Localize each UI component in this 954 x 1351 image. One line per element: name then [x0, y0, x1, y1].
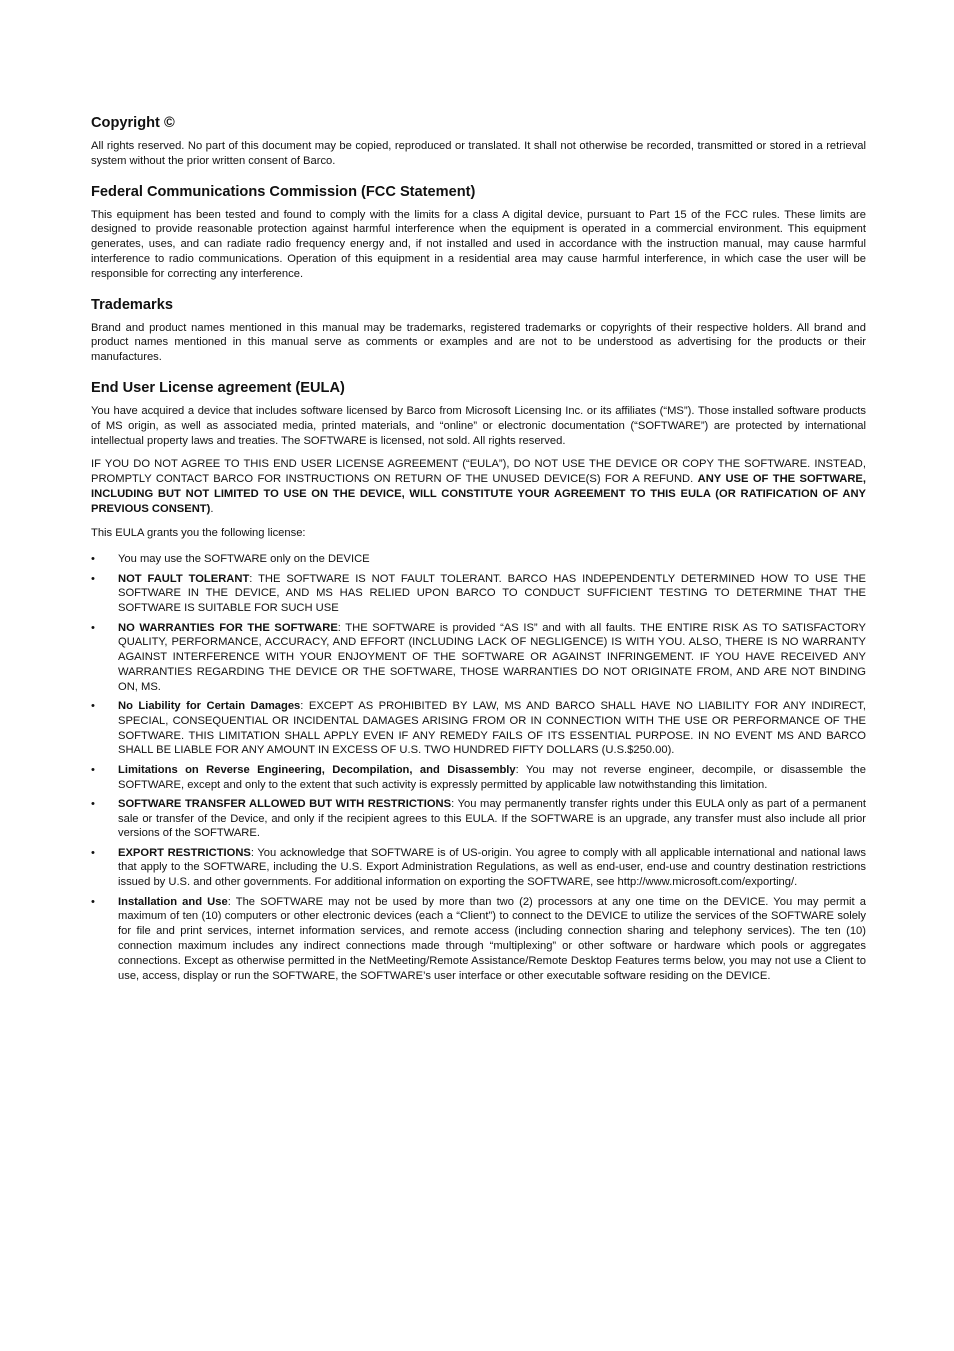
eula-heading: End User License agreement (EULA): [91, 379, 345, 396]
list-item-title: SOFTWARE TRANSFER ALLOWED BUT WITH RESTRICTIONS: [118, 797, 452, 810]
fcc-text: This equipment has been tested and found to comply with the limits for a class A digital device, pursuant to Part 15 of the FCC rules. These limits are designed to provide reasonable protection against harmful interference when the equipment is operated in a commercial environment. This equipment generates, uses, and can radiate radio frequency energy and, if not installed and used in accordance with the instruction manual, may cause harmful interference to radio communications. Operation of this equipment in a residential area may cause harmful interference, in which case the user will be responsible for correcting any interference.: [91, 208, 866, 280]
bullet-glyph: •: [91, 553, 95, 566]
list-item: [91, 572, 866, 616]
copyright-text: All rights reserved. No part of this document may be copied, reproduced or translated. It shall not otherwise be recorded, transmitted or stored in a retrieval system without the prior written consent of Barco.: [91, 140, 866, 167]
eula-agreement-text: IF YOU DO NOT AGREE TO THIS END USER LICENSE AGREEMENT (“EULA”), DO NOT USE THE DEVICE OR COPY THE SOFTWARE. INSTEAD, PROMPTLY CONTACT BARCO FOR INSTRUCTIONS ON RETURN OF THE UNUSED DEVICE(S) FOR A REFUND.: [91, 458, 866, 486]
fcc-section: [91, 183, 866, 282]
copyright-section: [91, 114, 866, 169]
trademarks-text: Brand and product names mentioned in this manual may be trademarks, registered trademarks or copyrights of their respective holders. All brand and product names mentioned in this manual serve as comments or examples and are not to be understood as advertising for the products or their manufactures.: [91, 321, 866, 364]
bullet-glyph: •: [91, 763, 95, 776]
bullet-glyph: •: [91, 797, 95, 810]
list-item-title: No Liability for Certain Damages: [118, 700, 301, 713]
list-item-title: Limitations on Reverse Engineering, Decompilation, and Disassembly: [118, 763, 516, 776]
trademarks-heading: Trademarks: [91, 296, 173, 313]
list-item-text: : THE SOFTWARE IS NOT FAULT TOLERANT. BARCO HAS INDEPENDENTLY DETERMINED HOW TO USE THE SOFTWARE IN THE DEVICE, AND MS HAS RELIED UPON BARCO TO CONDUCT SUFFICIENT TESTING TO DETERMINE THAT THE SOFTWARE IS SUITABLE FOR SUCH USE: [118, 572, 866, 615]
trademarks-section: [91, 296, 866, 365]
list-item-text: : The SOFTWARE may not be used by more than two (2) processors at any one time on the DEVICE. You may permit a maximum of ten (10) computers or other electronic devices (each a “Client”) to connect to the DEVICE to utilize the services of the SOFTWARE solely for file and print services, internet information services, and remote access (including connection sharing and telephony services). The ten (10) connection maximum includes any indirect connections made through “multiplexing” or other software or hardware which pools or aggregates connections. Except as otherwise permitted in the NetMeeting/Remote Assistance/Remote Desktop Features terms below, you may not use a Client to use, access, display or run the SOFTWARE, the SOFTWARE’s user interface or other executable software residing on the DEVICE.: [118, 895, 866, 982]
fcc-heading: Federal Communications Commission (FCC Statement): [91, 183, 476, 200]
bullet-glyph: •: [91, 895, 95, 908]
list-item-title: NO WARRANTIES FOR THE SOFTWARE: [118, 621, 338, 634]
list-item-title: NOT FAULT TOLERANT: [118, 572, 250, 585]
bullet-glyph: •: [91, 621, 95, 634]
eula-agreement-paragraph: [91, 457, 866, 516]
eula-grants-paragraph: This EULA grants you the following license:: [91, 526, 306, 539]
list-item: [91, 895, 866, 984]
eula-license-list: [91, 552, 866, 983]
list-item: [91, 552, 866, 567]
eula-section: [91, 379, 866, 983]
list-item: [91, 699, 866, 758]
bullet-glyph: •: [91, 846, 95, 859]
list-item-text: You may use the SOFTWARE only on the DEVICE: [118, 553, 370, 566]
list-item-text: : EXCEPT AS PROHIBITED BY LAW, MS AND BARCO SHALL HAVE NO LIABILITY FOR ANY INDIRECT, SPECIAL, CONSEQUENTIAL OR INCIDENTAL DAMAGES ARISING FROM OR IN CONNECTION WITH THE USE OR PERFORMANCE OF THE SOFTWARE. THIS LIMITATION SHALL APPLY EVEN IF ANY REMEDY FAILS OF ITS ESSENTIAL PURPOSE. IN NO EVENT MS AND BARCO SHALL BE LIABLE FOR ANY AMOUNT IN EXCESS OF U.S. TWO HUNDRED FIFTY DOLLARS (U.S.$250.00).: [118, 700, 867, 757]
list-item-text: : You acknowledge that SOFTWARE is of US-origin. You agree to comply with all applicable international and national laws that apply to the SOFTWARE, including the U.S. Export Administration Regulations, as well as end-user, end-use and country destination restrictions issued by U.S. and other governments. For additional information on exporting the SOFTWARE, see http://www.microsoft.com/exporting/.: [118, 846, 866, 889]
eula-intro-paragraph: You have acquired a device that includes software licensed by Barco from Microsoft Licensing Inc. or its affiliates (“MS”). Those installed software products of MS origin, as well as associated media, printed materials, and “online” or electronic documentation (“SOFTWARE”) are protected by international intellectual property laws and treaties. The SOFTWARE is licensed, not sold. All rights reserved.: [91, 404, 866, 447]
list-item: [91, 763, 866, 793]
list-item: [91, 846, 866, 890]
list-item-title: Installation and Use: [118, 895, 228, 908]
bullet-glyph: •: [91, 572, 95, 585]
bullet-glyph: •: [91, 700, 95, 713]
list-item-text: : THE SOFTWARE is provided “AS IS” and with all faults. THE ENTIRE RISK AS TO SATISFACTORY QUALITY, PERFORMANCE, ACCURACY, AND EFFORT (INCLUDING LACK OF NEGLIGENCE) IS WITH YOU. ALSO, THERE IS NO WARRANTY AGAINST INTERFERENCE WITH YOUR ENJOYMENT OF THE SOFTWARE OR AGAINST INFRINGEMENT. IF YOU HAVE RECEIVED ANY WARRANTIES REGARDING THE DEVICE OR THE SOFTWARE, THOSE WARRANTIES DO NOT ORIGINATE FROM, AND ARE NOT BINDING ON, MS.: [118, 621, 866, 693]
list-item: [91, 621, 866, 695]
list-item: [91, 797, 866, 841]
list-item-text: : You may permanently transfer rights under this EULA only as part of a permanent sale or transfer of the Device, and only if the recipient agrees to this EULA. If the SOFTWARE is an upgrade, any transfer must also include all prior versions of the SOFTWARE.: [118, 797, 866, 840]
list-item-title: EXPORT RESTRICTIONS: [118, 846, 251, 859]
copyright-heading: Copyright ©: [91, 115, 175, 131]
eula-agreement-end: .: [210, 502, 214, 515]
list-item-text: : You may not reverse engineer, decompile, or disassemble the SOFTWARE, except and only to the extent that such activity is expressly permitted by applicable law notwithstanding this limitation.: [118, 763, 866, 791]
eula-agreement-bold-text: ANY USE OF THE SOFTWARE, INCLUDING BUT NOT LIMITED TO USE ON THE DEVICE, WILL CONSTITUTE YOUR AGREEMENT TO THIS EULA (OR RATIFICATION OF ANY PREVIOUS CONSENT): [91, 473, 866, 515]
